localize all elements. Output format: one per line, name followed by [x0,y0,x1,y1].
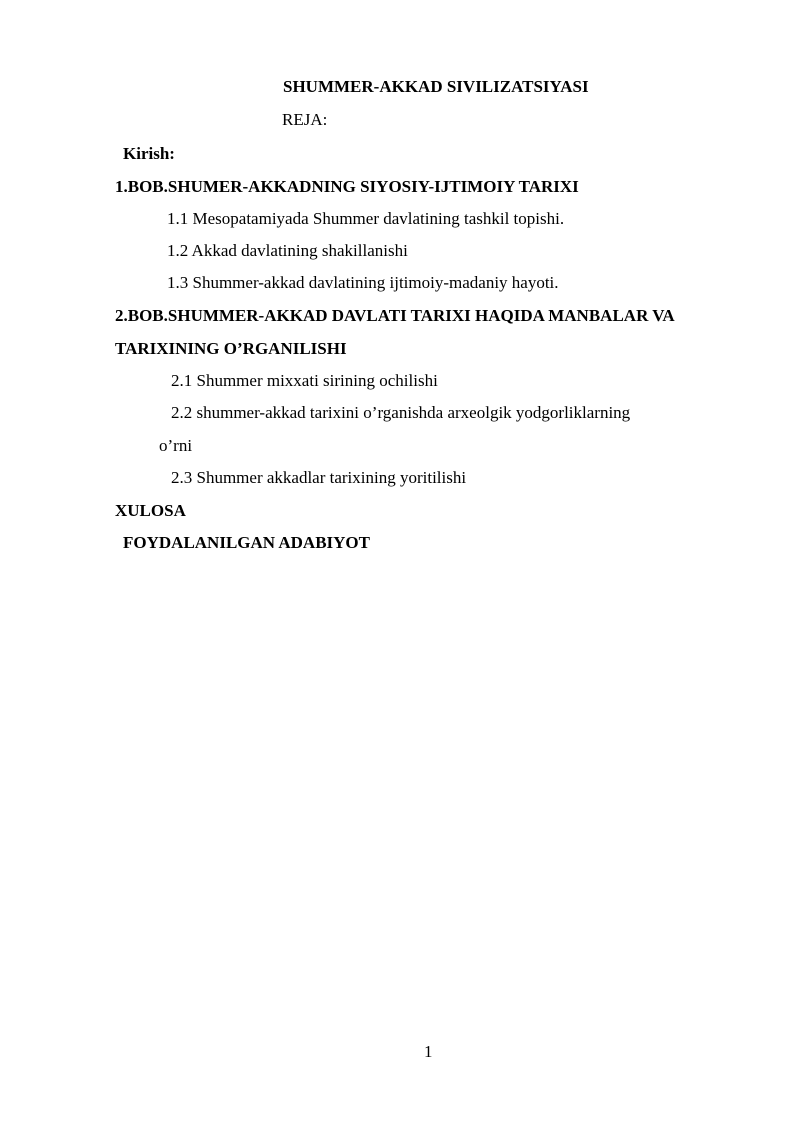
section-1-2: 1.2 Akkad davlatining shakillanishi [167,241,408,260]
section-2-2: 2.2 shummer-akkad tarixini o’rganishda arxeolgik yodgorliklarning [171,403,631,422]
document-title: SHUMMER-AKKAD SIVILIZATSIYASI [283,77,589,96]
chapter-2-title-line-1: 2.BOB.SHUMMER-AKKAD DAVLATI TARIXI HAQIDA MANBALAR VA [115,306,675,325]
intro-heading: Kirish: [123,144,175,163]
section-2-3: 2.3 Shummer akkadlar tarixining yoritilishi [171,468,467,487]
section-1-1: 1.1 Mesopatamiyada Shummer davlatining tashkil topishi. [167,209,565,228]
chapter-2-title-line-2: TARIXINING O’RGANILISHI [115,339,347,358]
section-1-3: 1.3 Shummer-akkad davlatining ijtimoiy-madaniy hayoti. [167,273,559,292]
page-number: 1 [424,1042,433,1061]
section-2-2-continuation: o’rni [159,436,193,455]
references-heading: FOYDALANILGAN ADABIYOT [123,533,370,552]
chapter-1-title: 1.BOB.SHUMER-AKKADNING SIYOSIY-IJTIMOIY TARIXI [115,177,579,196]
conclusion-heading: XULOSA [115,501,186,520]
plan-heading: REJA: [282,110,328,129]
section-2-1: 2.1 Shummer mixxati sirining ochilishi [171,371,438,390]
